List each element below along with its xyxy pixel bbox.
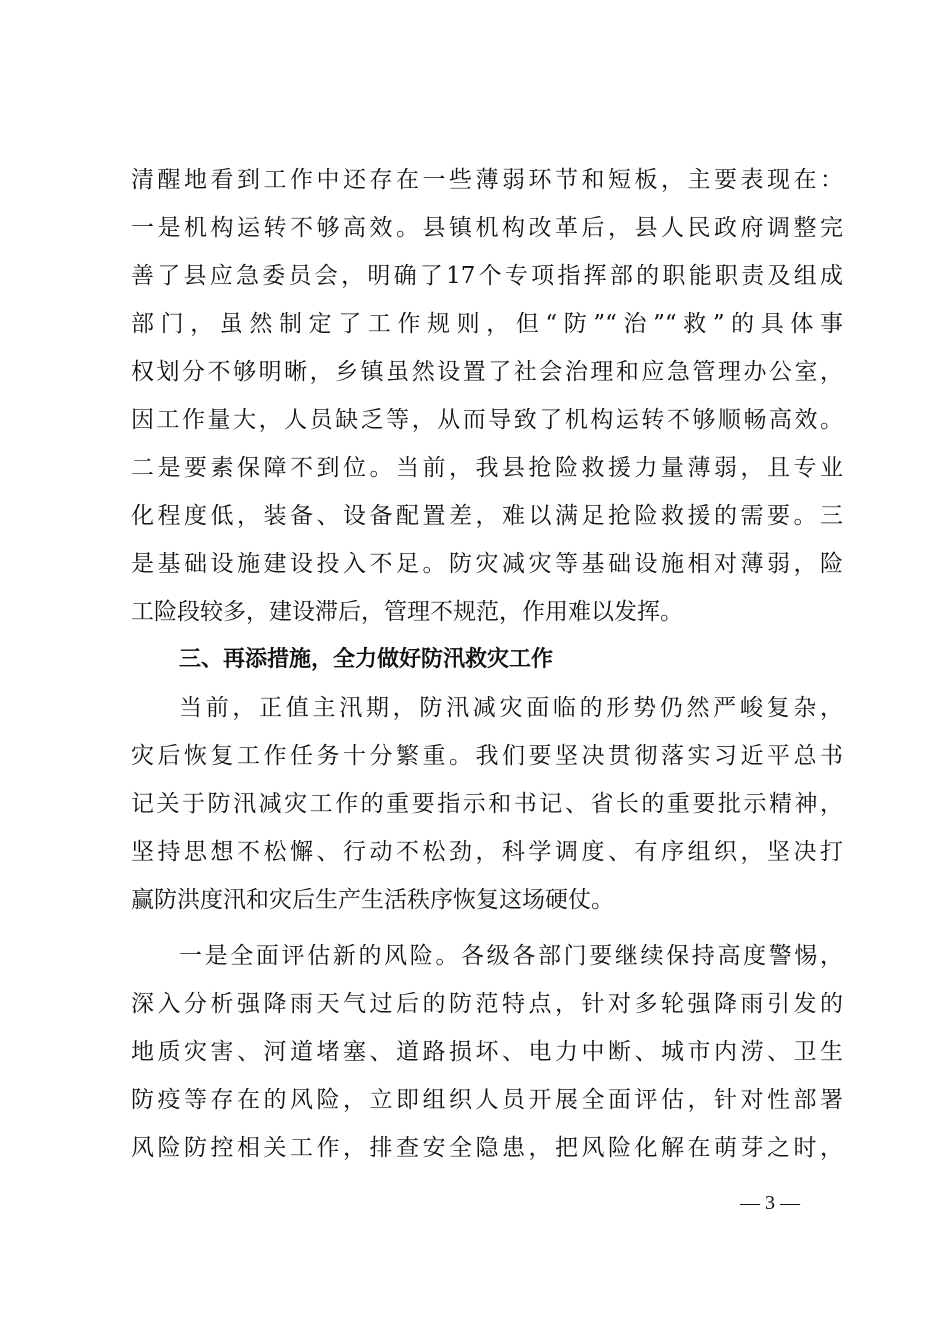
text-line: 灾后恢复工作任务十分繁重。我们要坚决贯彻落实习近平总书 [131,743,843,769]
text-line: 是基础设施建设投入不足。防灾减灾等基础设施相对薄弱，险 [131,551,843,577]
text-line: 工险段较多，建设滞后，管理不规范，作用难以发挥。 [131,599,683,625]
text-line: 一是全面评估新的风险。各级各部门要继续保持高度警惕， [179,943,843,969]
text-line: 一是机构运转不够高效。县镇机构改革后，县人民政府调整完 [131,215,843,241]
text-line: 清醒地看到工作中还存在一些薄弱环节和短板，主要表现在： [131,167,843,193]
text-line: 善了县应急委员会，明确了17个专项指挥部的职能职责及组成 [131,263,843,289]
text-line: 地质灾害、河道堵塞、道路损坏、电力中断、城市内涝、卫生 [131,1039,843,1065]
text-line: 赢防洪度汛和灾后生产生活秩序恢复这场硬仗。 [131,887,614,913]
text-line: 权划分不够明晰，乡镇虽然设置了社会治理和应急管理办公室， [131,359,843,385]
text-line: 深入分析强降雨天气过后的防范特点，针对多轮强降雨引发的 [131,991,843,1017]
text-line: 记关于防汛减灾工作的重要指示和书记、省长的重要批示精神， [131,791,843,817]
text-line: 风险防控相关工作，排查安全隐患，把风险化解在萌芽之时， [131,1135,843,1161]
text-line: 防疫等存在的风险，立即组织人员开展全面评估，针对性部署 [131,1087,843,1113]
text-line: 当前，正值主汛期，防汛减灾面临的形势仍然严峻复杂， [179,695,843,721]
text-line: 化程度低，装备、设备配置差，难以满足抢险救援的需要。三 [131,503,843,529]
text-line: 二是要素保障不到位。当前，我县抢险救援力量薄弱，且专业 [131,455,843,481]
text-line: 因工作量大，人员缺乏等，从而导致了机构运转不够顺畅高效。 [131,407,843,433]
text-line: 坚持思想不松懈、行动不松劲，科学调度、有序组织，坚决打 [131,839,843,865]
page-number: — 3 — [740,1192,800,1214]
section-heading: 三、再添措施，全力做好防汛救灾工作 [179,647,554,672]
body-text [131,156,843,1172]
text-line: 部门，虽然制定了工作规则，但“防”“治”“救”的具体事 [131,311,843,337]
paragraph-gap [131,924,843,932]
